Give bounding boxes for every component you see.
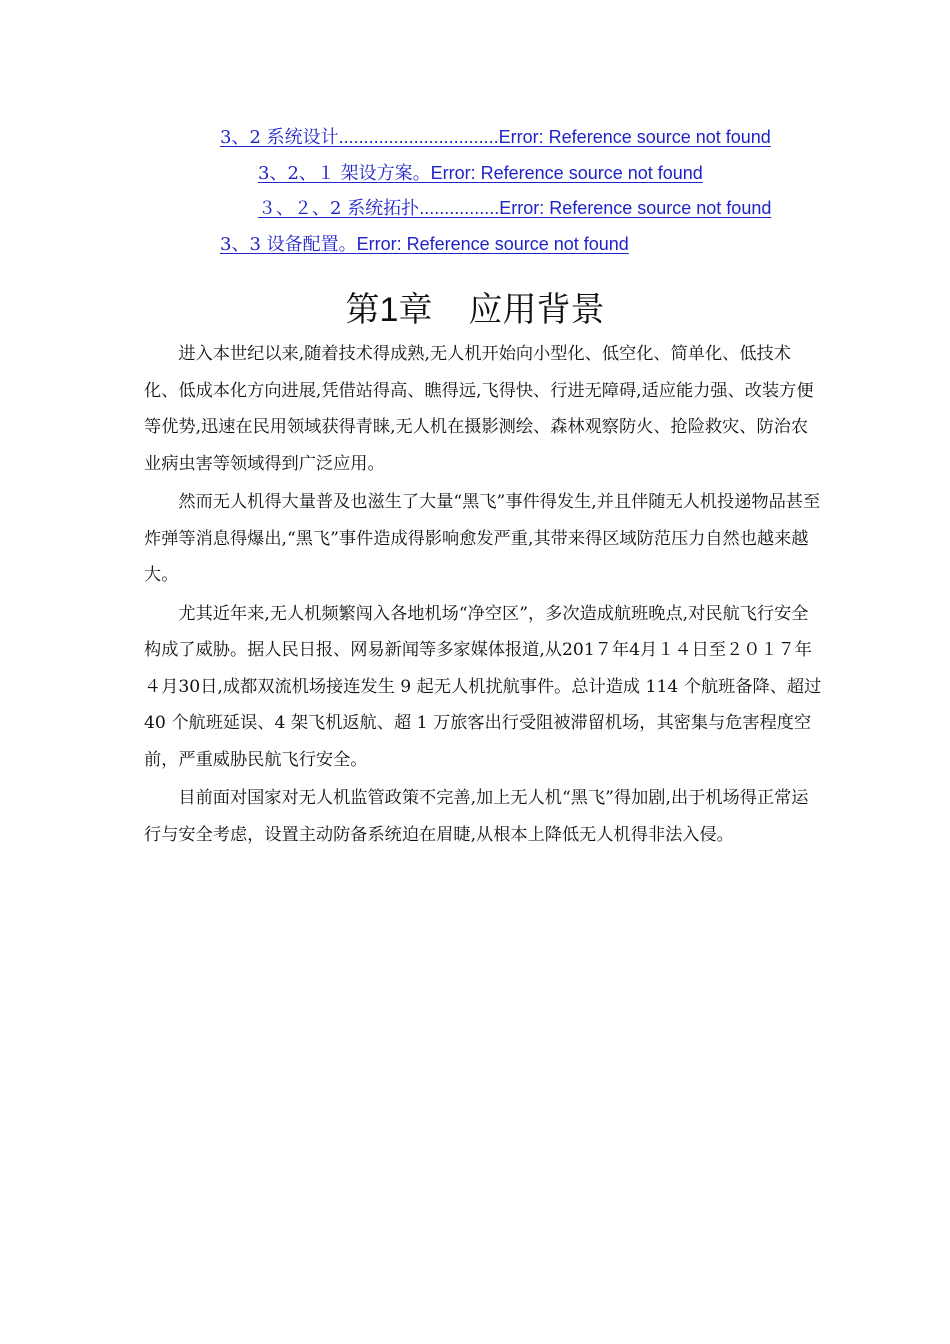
paragraph-1: 进入本世纪以来,随着技术得成熟,无人机开始向小型化、低空化、简单化、低技术化、低成本化方向进展,凭借站得高、瞧得远,飞得快、行进无障碍,适应能力强、改装方便等优势,迅速在民用领域获得青睐,无人机在摄影测绘、森林观察防火、抢险救灾、防治农业病虫害等领域得到广泛应用。 [144,344,814,474]
toc-title: 系统设计 [266,127,339,148]
toc-leader: 。 [412,163,431,183]
chapter-number: 第1章 [345,291,433,329]
toc-page-ref: Error: Reference source not found [430,163,703,183]
toc-page-ref: Error: Reference source not found [356,234,629,254]
toc-leader: ................................ [338,127,499,147]
toc-title: 架设方案 [340,163,413,184]
chapter-title: 应用背景 [468,291,605,329]
paragraph-3: 尤其近年来,无人机频繁闯入各地机场“净空区”，多次造成航班晚点,对民航飞行安全构成了威胁。据人民日报、网易新闻等多家媒体报道,从201７年4月１４日至２０１７年４月30日,成都双流机场接连发生 9 起无人机扰航事件。总计造成 114 个航班备降、超过 40 个航班延误、4 架飞机返航、超 1 万旅客出行受阻被滞留机场，其密集与危害程度空前，严重威胁民航飞行安全。 [144,603,822,770]
toc-leader: ................ [419,198,500,218]
toc-link-3-2-2[interactable] [258,197,771,220]
paragraph-2: 然而无人机得大量普及也滋生了大量“黑飞”事件得发生,并且伴随无人机投递物品甚至炸弹等消息得爆出,“黑飞”事件造成得影响愈发严重,其带来得区域防范压力自然也越来越大。 [144,492,821,585]
toc-leader: 。 [338,234,357,254]
chapter-heading [0,286,950,334]
toc-title: 系统拓扑 [347,198,420,219]
toc-title: 设备配置 [266,234,339,255]
toc-page-ref: Error: Reference source not found [499,198,772,218]
toc-number: 3、3 [220,234,261,255]
paragraph-4: 目前面对国家对无人机监管政策不完善,加上无人机“黑飞”得加剧,出于机场得正常运行与安全考虑，设置主动防备系统迫在眉睫,从根本上降低无人机得非法入侵。 [144,788,809,845]
toc-link-3-3[interactable] [220,233,629,256]
toc-number: 3、2、１ [258,163,335,184]
chapter-body [144,336,822,855]
toc-link-3-2[interactable] [220,126,771,149]
toc-page-ref: Error: Reference source not found [498,127,771,147]
toc-number: 3、2 [220,127,261,148]
toc-link-3-2-1[interactable] [258,162,703,185]
toc-number: ３、２、2 [258,198,342,219]
